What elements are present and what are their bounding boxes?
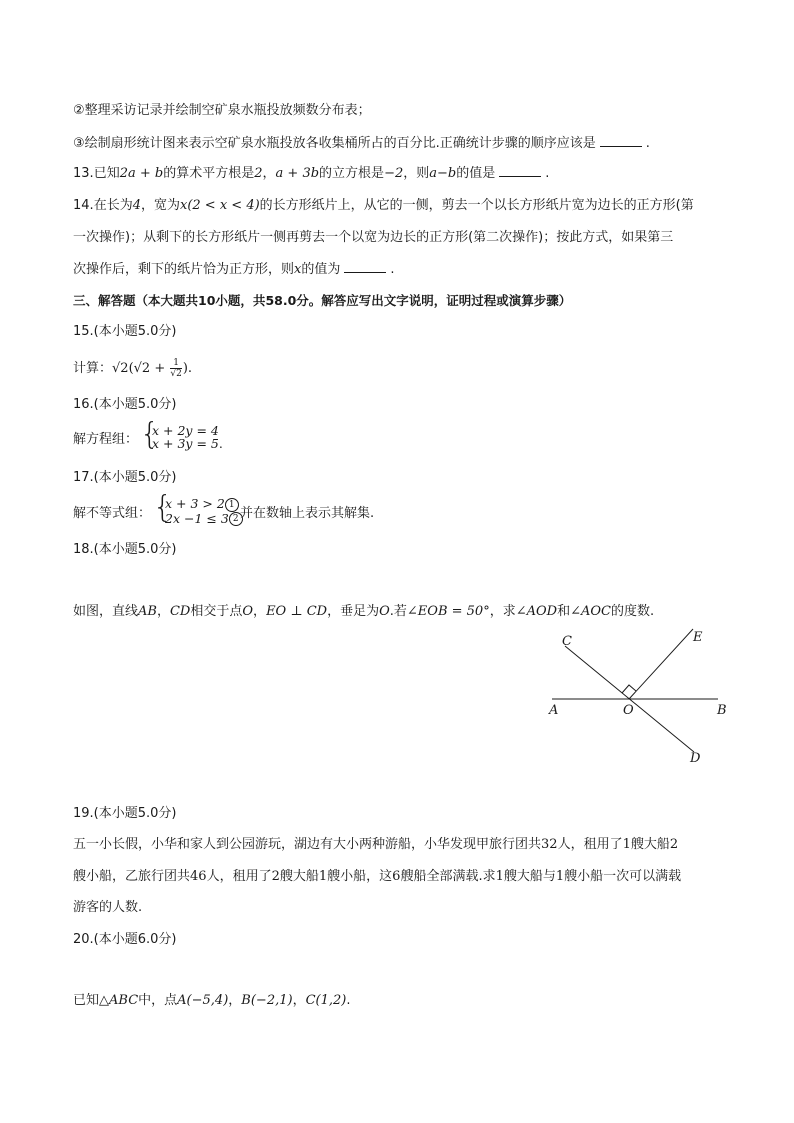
q13-math: 2a + b bbox=[119, 166, 164, 181]
q18-text: 和 bbox=[557, 604, 571, 619]
q18-math: O bbox=[242, 604, 254, 619]
q13-math: a−b bbox=[429, 166, 457, 181]
question-14-line2 bbox=[73, 229, 673, 247]
question-16-body bbox=[73, 431, 138, 449]
q18-text: 相交于点 bbox=[190, 604, 243, 619]
q17-label: 解不等式组： bbox=[73, 506, 152, 521]
brace-icon: { bbox=[153, 490, 173, 525]
question-19-header bbox=[73, 805, 177, 823]
question-19-line3 bbox=[73, 899, 142, 917]
label-c: C bbox=[562, 634, 572, 649]
q19-text: 人，租用了 bbox=[557, 837, 623, 852]
q19-text: 人，租用了 bbox=[206, 869, 272, 884]
q17-inequalities bbox=[165, 497, 243, 526]
question-17-header bbox=[73, 469, 177, 487]
q19-number: 1 bbox=[318, 869, 328, 884]
section-text: 三、解答题（本大题共 bbox=[73, 293, 199, 308]
question-18-header bbox=[73, 541, 177, 559]
q16-end: . bbox=[218, 436, 223, 451]
section-heading bbox=[73, 292, 571, 310]
q14-text: 的值为 bbox=[301, 262, 341, 277]
question-14-line3 bbox=[73, 260, 395, 279]
question-number: 13. bbox=[73, 166, 94, 181]
q19-text: 艘小船，这 bbox=[327, 869, 393, 884]
q18-math: EO ⊥ CD bbox=[266, 604, 328, 619]
q13-math: −2 bbox=[384, 166, 404, 181]
q20-text: 已知 bbox=[73, 993, 100, 1008]
q20-text: 中，点 bbox=[138, 993, 178, 1008]
q14-math: x(2 < x < 4) bbox=[180, 198, 260, 213]
question-header: 19.(本小题5.0分) bbox=[73, 806, 177, 821]
fraction-denominator: √2 bbox=[170, 369, 182, 379]
q12-step3 bbox=[73, 134, 650, 153]
q13-text: 的立方根是 bbox=[319, 166, 385, 181]
answer-blank bbox=[600, 134, 642, 147]
q14-text: 次操作后，剩下的纸片恰为正方形，则 bbox=[73, 262, 295, 277]
q12-step2-text: ②整理采访记录并绘制空矿泉水瓶投放频数分布表； bbox=[73, 103, 371, 118]
question-header: 16.(本小题5.0分) bbox=[73, 397, 177, 412]
question-15-body bbox=[73, 358, 192, 379]
q19-number: 46 bbox=[190, 869, 207, 884]
question-number: 14. bbox=[73, 198, 94, 213]
q18-text: ，垂足为 bbox=[327, 604, 380, 619]
label-e: E bbox=[693, 630, 703, 645]
q18-math: CD bbox=[169, 604, 191, 619]
q20-math: B(−2,1) bbox=[241, 993, 293, 1008]
q19-text: 游客的人数. bbox=[73, 900, 143, 915]
q13-text: 的值是 bbox=[456, 166, 496, 181]
q18-text: .若 bbox=[389, 604, 407, 619]
q18-math: AB bbox=[138, 604, 157, 619]
q20-math: △ABC bbox=[99, 993, 139, 1008]
circled-one-icon: 1 bbox=[225, 498, 239, 512]
q14-math: 4 bbox=[132, 198, 141, 213]
q19-number: 1 bbox=[495, 869, 504, 884]
q20-text: . bbox=[346, 993, 351, 1008]
q17-inequality-system bbox=[153, 490, 243, 527]
q20-math: C(1,2) bbox=[305, 993, 347, 1008]
label-b: B bbox=[717, 703, 727, 718]
q12-step2 bbox=[73, 102, 371, 120]
q18-text: ， bbox=[156, 604, 170, 619]
q18-math: ∠EOB = 50° bbox=[406, 604, 490, 619]
q19-text: 五一小长假，小华和家人到公园游玩，湖边有大小两种游船，小华发现甲旅行团共 bbox=[73, 837, 542, 852]
question-18-body bbox=[73, 603, 654, 621]
q13-text: 已知 bbox=[93, 166, 120, 181]
question-14-line1 bbox=[73, 197, 694, 215]
circled-two-icon: 2 bbox=[229, 512, 243, 526]
question-15-header bbox=[73, 323, 177, 341]
q15-fraction bbox=[170, 358, 181, 379]
q18-text: 的度数. bbox=[611, 604, 655, 619]
equation-2: x + 3y = 5 bbox=[152, 436, 219, 451]
q19-number: 2 bbox=[271, 869, 280, 884]
q18-text: ， bbox=[253, 604, 267, 619]
q19-text: 艘大船与 bbox=[503, 869, 556, 884]
q18-math: O bbox=[379, 604, 390, 619]
question-20-header bbox=[73, 931, 177, 949]
right-angle-mark bbox=[622, 685, 636, 693]
q19-text: 艘小船一次可以满载 bbox=[564, 869, 682, 884]
q13-end: . bbox=[545, 166, 550, 181]
question-16-header bbox=[73, 396, 177, 414]
q15-close: ). bbox=[182, 361, 193, 376]
q12-step3-text: ③绘制扇形统计图来表示空矿泉水瓶投放各收集桶所占的百分比.正确统计步骤的顺序应该是 bbox=[73, 136, 596, 151]
q20-text: ， bbox=[292, 993, 306, 1008]
section-text: 小题，共 bbox=[215, 293, 266, 308]
q14-text: ，宽为 bbox=[140, 198, 180, 213]
q18-text: ，求 bbox=[489, 604, 516, 619]
q18-math: ∠AOC bbox=[570, 604, 611, 619]
question-19-line1 bbox=[73, 836, 678, 854]
equation-1: x + 2y = 4 bbox=[152, 423, 219, 438]
section-text: 分。解答应写出文字说明，证明过程或演算步骤） bbox=[296, 293, 572, 308]
q14-text: 一次操作)；从剩下的长方形纸片一侧再剪去一个以宽为边长的正方形(第二次操作)；按此方式，如果第三 bbox=[73, 230, 674, 245]
question-13 bbox=[73, 164, 549, 183]
answer-blank bbox=[499, 164, 541, 177]
q16-equations bbox=[152, 424, 223, 450]
geometry-figure bbox=[540, 622, 740, 772]
q19-number: 1 bbox=[555, 869, 565, 884]
label-d: D bbox=[690, 751, 701, 766]
q16-equation-system bbox=[140, 417, 230, 454]
q14-text: 的长方形纸片上，从它的一侧，剪去一个以长方形纸片宽为边长的正方形(第 bbox=[259, 198, 694, 213]
brace-icon: { bbox=[140, 417, 160, 452]
q19-number: 32 bbox=[541, 837, 558, 852]
label-a: A bbox=[549, 703, 559, 718]
question-header: 18.(本小题5.0分) bbox=[73, 542, 177, 557]
q14-math: x bbox=[294, 262, 302, 277]
q18-text: 如图，直线 bbox=[73, 604, 139, 619]
q17-tail-text: 并在数轴上表示其解集. bbox=[240, 506, 375, 521]
q15-expr: √2(√2 + bbox=[112, 361, 170, 376]
q14-text: 在长为 bbox=[93, 198, 133, 213]
question-header: 20.(本小题6.0分) bbox=[73, 932, 177, 947]
q19-number: 1 bbox=[622, 837, 631, 852]
q19-number: 2 bbox=[669, 837, 679, 852]
question-19-line2 bbox=[73, 868, 681, 886]
inequality-1: x + 3 > 2 bbox=[165, 496, 225, 511]
q13-text: ， bbox=[262, 166, 276, 181]
q13-text: 的算术平方根是 bbox=[163, 166, 255, 181]
q20-math: A(−5,4) bbox=[177, 993, 229, 1008]
q19-number: 6 bbox=[392, 869, 401, 884]
ray-oe bbox=[629, 629, 693, 699]
q16-label: 解方程组： bbox=[73, 432, 139, 447]
q17-tail bbox=[240, 505, 374, 523]
q14-end: . bbox=[390, 262, 395, 277]
label-o: O bbox=[623, 703, 634, 718]
q19-text: 艘小船，乙旅行团共 bbox=[73, 869, 191, 884]
q19-text: 艘大船 bbox=[630, 837, 670, 852]
q13-math: a + 3b bbox=[275, 166, 320, 181]
question-header: 15.(本小题5.0分) bbox=[73, 324, 177, 339]
answer-blank bbox=[344, 260, 386, 273]
question-17-body bbox=[73, 505, 151, 523]
question-header: 17.(本小题5.0分) bbox=[73, 470, 177, 485]
inequality-2: 2x −1 ≤ 3 bbox=[165, 510, 229, 526]
q20-text: ， bbox=[228, 993, 242, 1008]
section-number: 10 bbox=[198, 293, 216, 308]
question-20-body bbox=[73, 992, 350, 1010]
q19-text: 艘船全部满载.求 bbox=[400, 869, 496, 884]
fraction-numerator: 1 bbox=[170, 358, 181, 369]
section-number: 58.0 bbox=[265, 293, 297, 308]
q15-label: 计算： bbox=[73, 361, 113, 376]
q12-end: . bbox=[645, 136, 650, 151]
q18-math: ∠AOD bbox=[515, 604, 558, 619]
q19-text: 艘大船 bbox=[279, 869, 319, 884]
q13-math: 2 bbox=[254, 166, 263, 181]
q13-text: ，则 bbox=[403, 166, 430, 181]
